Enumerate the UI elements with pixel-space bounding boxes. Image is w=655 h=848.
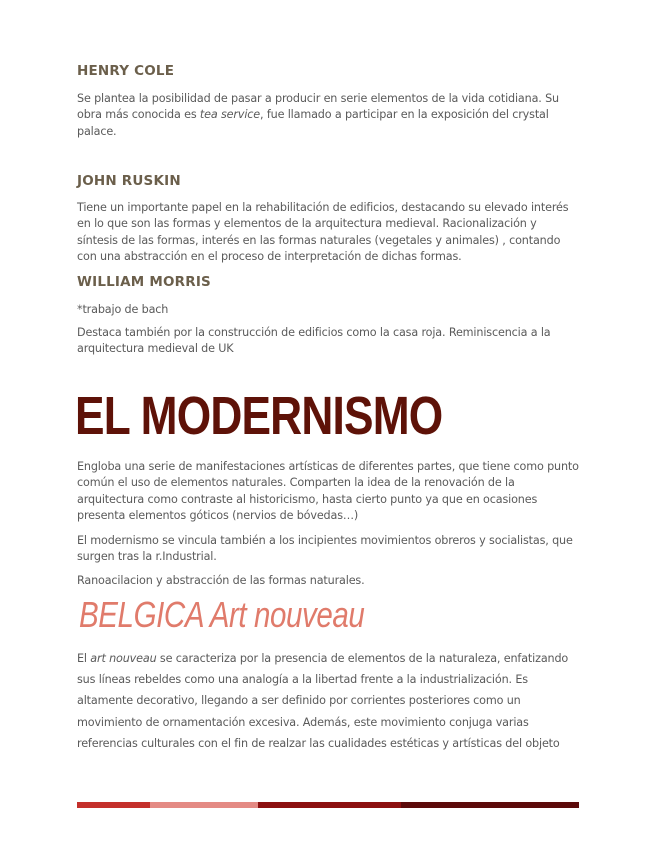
- paragraph-art-nouveau: [77, 648, 579, 754]
- paragraph-henry-cole-text-2: , fue llamado a participar en la exposición del crystal palace.: [77, 108, 549, 138]
- heading-john-ruskin: JOHN RUSKIN: [77, 173, 181, 189]
- paragraph-william-morris: Destaca también por la construcción de edificios como la casa roja. Reminiscencia a la arquitectura medieval de UK: [77, 326, 551, 356]
- paragraph-art-nouveau-text-2: se caracteriza por la presencia de elementos de la naturaleza, enfatizando sus líneas rebeldes como una analogía a la libertad frente a la industrialización. Es altamente decorativo, llegando a ser definido por corrientes posteriores como un movimiento de ornamentación excesiva. Además, este movimiento conjuga varias referencias culturales con el fin de realzar las cualidades estéticas y artísticas del objeto: [77, 652, 569, 750]
- subtitle-belgica-art-nouveau: BELGICA Art nouveau: [79, 594, 365, 635]
- footer-bar-segment-4: [401, 802, 579, 808]
- paragraph-modernismo-3: Ranoacilacion y abstracción de las formas naturales.: [77, 574, 365, 587]
- paragraph-henry-cole-italic: tea service: [199, 108, 261, 122]
- paragraph-modernismo-1: Engloba una serie de manifestaciones artísticas de diferentes partes, que tiene como punto común el uso de elementos naturales. Comparten la idea de la renovación de la arquitectura como contraste al historicismo, hasta cierto punto ya que en ocasiones presenta elementos góticos (nervios de bóvedas…): [77, 460, 579, 523]
- footer-bar-segment-3: [258, 802, 401, 808]
- paragraph-henry-cole-text-1: Se plantea la posibilidad de pasar a producir en serie elementos de la vida cotidiana. Su obra más conocida es: [77, 92, 559, 122]
- footer-bar-segment-2: [150, 802, 258, 808]
- footer-color-bar: [77, 802, 579, 808]
- paragraph-henry-cole: [77, 91, 579, 140]
- paragraph-art-nouveau-italic: art nouveau: [90, 652, 157, 665]
- heading-henry-cole: HENRY COLE: [77, 63, 175, 79]
- title-el-modernismo: EL MODERNISMO: [75, 386, 443, 446]
- paragraph-modernismo-2: El modernismo se vincula también a los incipientes movimientos obreros y socialistas, que surgen tras la r.Industrial.: [77, 534, 573, 564]
- heading-william-morris: WILLIAM MORRIS: [77, 274, 211, 290]
- footer-bar-segment-1: [77, 802, 150, 808]
- paragraph-john-ruskin: Tiene un importante papel en la rehabilitación de edificios, destacando su elevado interés en lo que son las formas y elementos de la arquitectura medieval. Racionalización y síntesis de las formas, interés en las formas naturales (vegetales y animales) , contando con una abstracción en el proceso de interpretación de dichas formas.: [77, 201, 569, 264]
- paragraph-art-nouveau-text-1: El: [77, 652, 91, 665]
- note-william-morris: *trabajo de bach: [77, 303, 169, 316]
